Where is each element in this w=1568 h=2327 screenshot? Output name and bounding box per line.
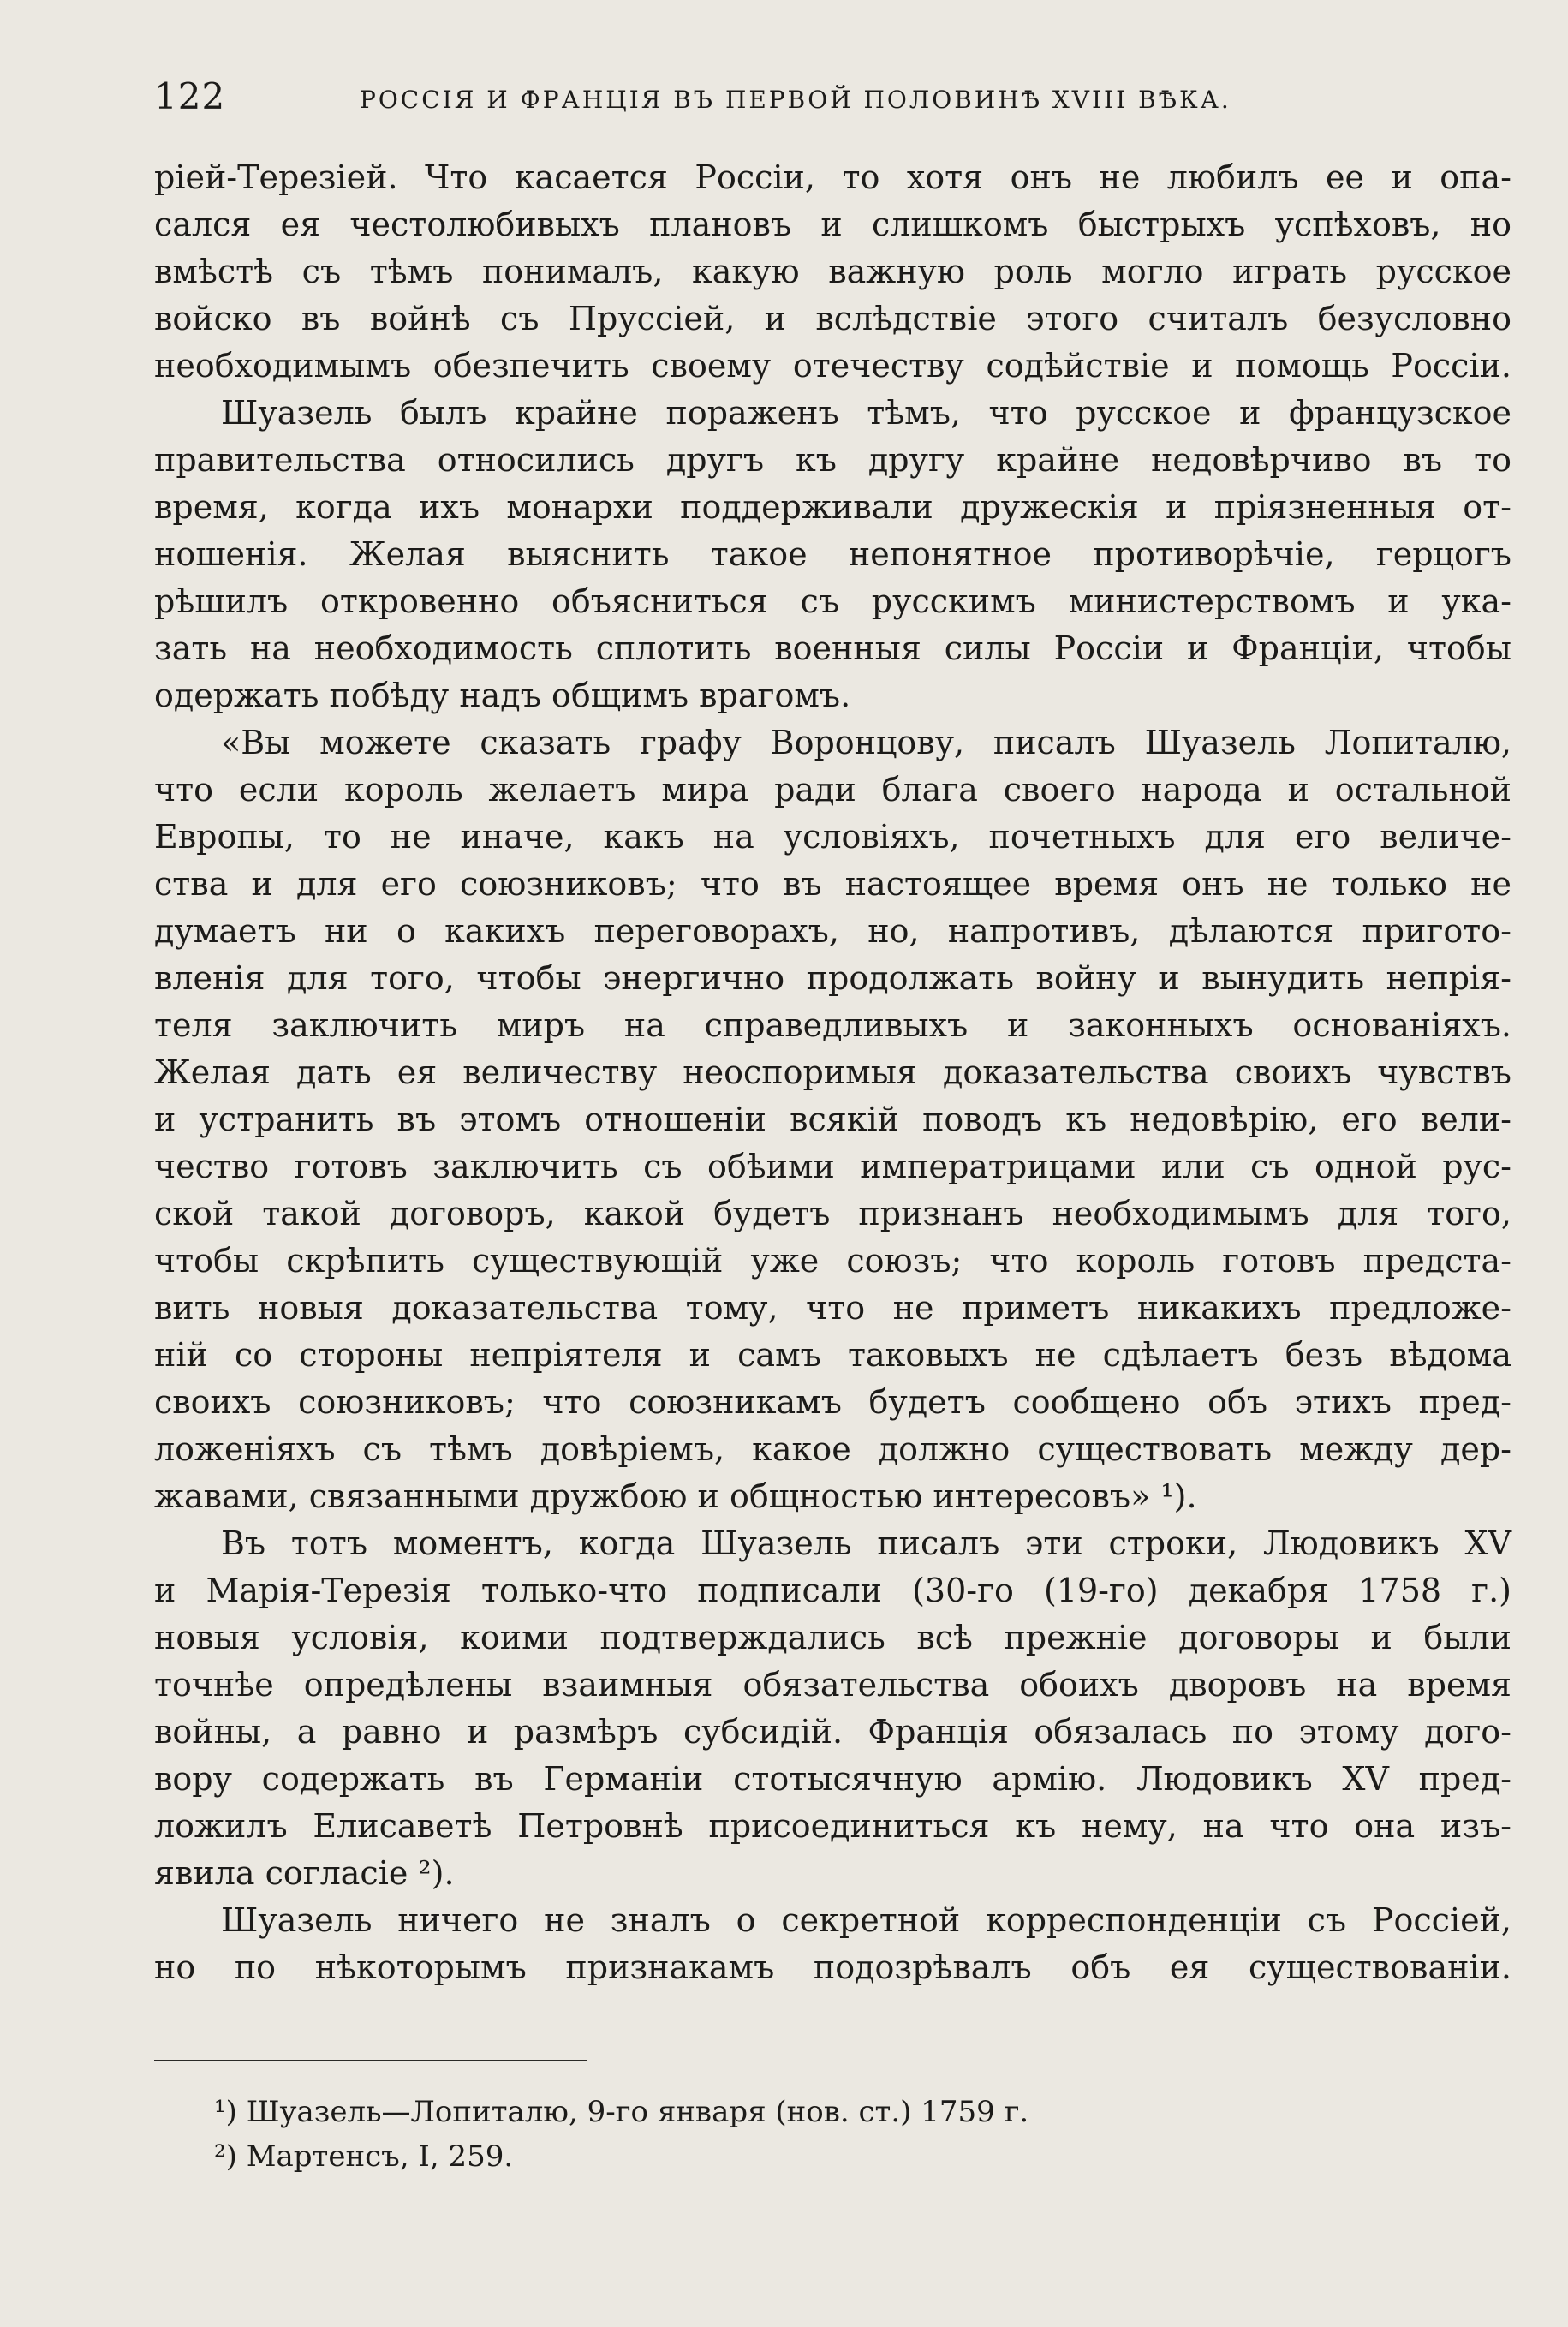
text-line: ства и для его союзниковъ; что въ настоящее время онъ не только не	[154, 865, 1511, 903]
text-line: Желая дать ея величеству неоспоримыя доказательства своихъ чувствъ	[154, 1053, 1511, 1091]
text-line: сался ея честолюбивыхъ плановъ и слишкомъ быстрыхъ успѣховъ, но	[154, 206, 1511, 243]
text-line: чество готовъ заключить съ обѣими императрицами или съ одной рус-	[154, 1148, 1511, 1185]
text-line: чтобы скрѣпить существующій уже союзъ; что король готовъ предста-	[154, 1242, 1511, 1280]
text-line: правительства относились другъ къ другу крайне недовѣрчиво въ то	[154, 441, 1511, 479]
text-line: ній со стороны непріятеля и самъ таковыхъ не сдѣлаетъ безъ вѣдома	[154, 1336, 1511, 1374]
text-line: своихъ союзниковъ; что союзникамъ будетъ сообщено объ этихъ пред-	[154, 1383, 1511, 1421]
text-line: ложилъ Елисаветѣ Петровнѣ присоединиться къ нему, на что она изъ-	[154, 1807, 1511, 1845]
body-text	[154, 154, 1511, 1991]
text-line: зать на необходимость сплотить военныя силы Россіи и Франціи, чтобы	[154, 629, 1511, 667]
text-line: необходимымъ обезпечить своему отечеству содѣйствіе и помощь Россіи.	[154, 347, 1511, 385]
text-line: вить новыя доказательства тому, что не приметъ никакихъ предложе-	[154, 1289, 1511, 1327]
text-line: но по нѣкоторымъ признакамъ подозрѣвалъ объ ея существованіи.	[154, 1948, 1511, 1986]
text-line: войны, а равно и размѣръ субсидій. Франція обязалась по этому дого-	[154, 1713, 1511, 1751]
paragraph-first-line: Шуазель былъ крайне пораженъ тѣмъ, что русское и французское	[221, 394, 1511, 432]
paragraph-last-line: одержать побѣду надъ общимъ врагомъ.	[154, 677, 851, 714]
text-line: и Марія-Терезія только-что подписали (30-го (19-го) декабря 1758 г.)	[154, 1572, 1511, 1609]
text-line: новыя условія, коими подтверждались всѣ прежніе договоры и были	[154, 1619, 1511, 1656]
text-line: точнѣе опредѣлены взаимныя обязательства обоихъ дворовъ на время	[154, 1666, 1511, 1703]
text-line: вмѣстѣ съ тѣмъ понималъ, какую важную роль могло играть русское	[154, 253, 1511, 290]
footnotes	[214, 2090, 1413, 2179]
text-line: ріей-Терезіей. Что касается Россіи, то хотя онъ не любилъ ее и опа-	[154, 158, 1511, 196]
text-line: что если король желаетъ мира ради блага своего народа и остальной	[154, 771, 1511, 808]
text-line: вору содержать въ Германіи стотысячную армію. Людовикъ XV пред-	[154, 1760, 1511, 1798]
footnote-1: ¹) Шуазель—Лопиталю, 9-го января (нов. ст.) 1759 г.	[214, 2095, 1029, 2129]
footnote-2: ²) Мартенсъ, I, 259.	[214, 2139, 514, 2174]
text-line: думаетъ ни о какихъ переговорахъ, но, напротивъ, дѣлаются пригото-	[154, 912, 1511, 950]
footnote-divider	[154, 2060, 587, 2061]
text-line: ложеніяхъ съ тѣмъ довѣріемъ, какое должно существовать между дер-	[154, 1430, 1511, 1468]
paragraph-last-line: явила согласіе ²).	[154, 1854, 455, 1892]
paragraph-last-line: жавами, связанными дружбою и общностью интересовъ» ¹).	[154, 1477, 1197, 1515]
text-line: рѣшилъ откровенно объясниться съ русскимъ министерствомъ и ука-	[154, 582, 1511, 620]
paragraph-first-line: Въ тотъ моментъ, когда Шуазель писалъ эти строки, Людовикъ XV	[221, 1524, 1511, 1562]
page-number: 122	[154, 75, 226, 117]
text-line: и устранить въ этомъ отношеніи всякій поводъ къ недовѣрію, его вели-	[154, 1101, 1511, 1138]
text-line: войско въ войнѣ съ Пруссіей, и вслѣдствіе этого считалъ безусловно	[154, 300, 1511, 337]
text-line: Европы, то не иначе, какъ на условіяхъ, почетныхъ для его величе-	[154, 818, 1511, 856]
paragraph-first-line: Шуазель ничего не зналъ о секретной корреспонденціи съ Россіей,	[221, 1901, 1511, 1939]
text-line: ской такой договоръ, какой будетъ признанъ необходимымъ для того,	[154, 1195, 1511, 1232]
text-line: время, когда ихъ монархи поддерживали дружескія и пріязненныя от-	[154, 488, 1511, 526]
page-header	[154, 75, 1319, 127]
text-line: теля заключить миръ на справедливыхъ и законныхъ основаніяхъ.	[154, 1006, 1511, 1044]
running-title: РОССІЯ И ФРАНЦІЯ ВЪ ПЕРВОЙ ПОЛОВИНѢ XVIII ВѢКА.	[360, 86, 1231, 114]
paragraph-first-line: «Вы можете сказать графу Воронцову, писалъ Шуазель Лопиталю,	[221, 724, 1511, 761]
text-line: ношенія. Желая выяснить такое непонятное противорѣчіе, герцогъ	[154, 535, 1511, 573]
text-line: вленія для того, чтобы энергично продолжать войну и вынудить непрія-	[154, 959, 1511, 997]
